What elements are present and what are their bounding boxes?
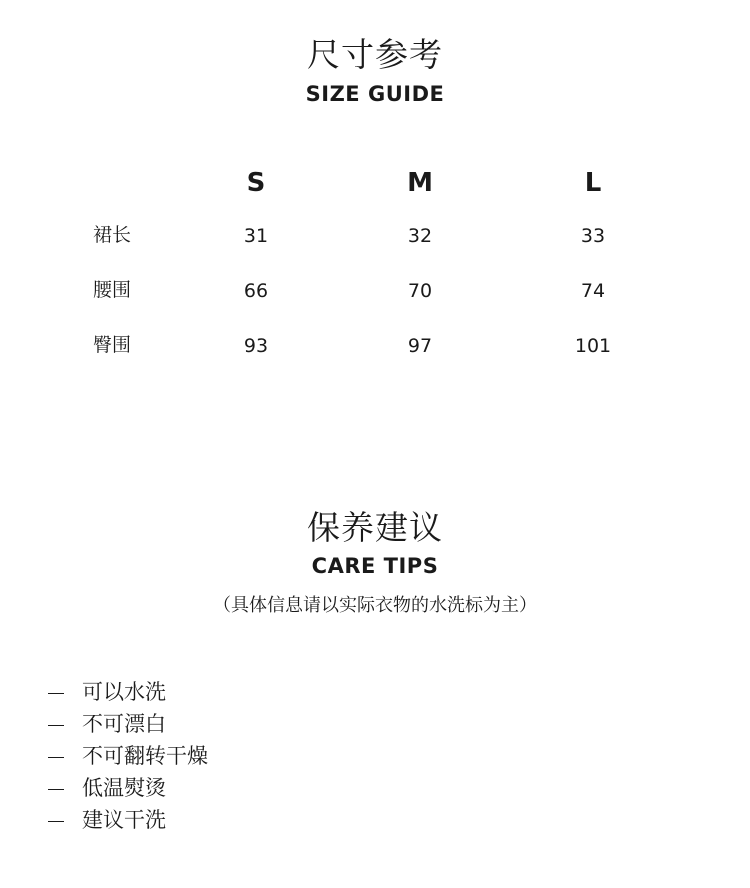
care-tip-text: 低温熨烫 xyxy=(82,776,166,800)
list-item xyxy=(48,707,208,739)
care-tip-text: 不可翻转干燥 xyxy=(82,744,208,768)
care-tip-text: 建议干洗 xyxy=(82,808,166,832)
column-header-s: S xyxy=(246,168,266,198)
dash-icon xyxy=(48,725,64,726)
dash-icon xyxy=(48,757,64,758)
table-cell: 32 xyxy=(407,225,433,247)
care-tips-title-en: CARE TIPS xyxy=(311,554,439,578)
dash-icon xyxy=(48,693,64,694)
table-cell: 93 xyxy=(243,335,269,357)
list-item xyxy=(48,675,208,707)
table-cell: 66 xyxy=(243,280,269,302)
list-item xyxy=(48,803,208,835)
dash-icon xyxy=(48,789,64,790)
column-header-m: M xyxy=(407,168,433,198)
care-tips-list xyxy=(48,675,208,835)
size-guide-title-cn: 尺寸参考 xyxy=(307,35,443,74)
care-tips-title-cn: 保养建议 xyxy=(307,508,443,547)
table-cell: 31 xyxy=(243,225,269,247)
size-table xyxy=(0,0,750,400)
size-guide-title-en: SIZE GUIDE xyxy=(305,82,445,106)
table-cell: 74 xyxy=(580,280,606,302)
care-tip-text: 可以水洗 xyxy=(82,680,166,704)
table-cell: 101 xyxy=(574,335,612,357)
table-cell: 97 xyxy=(407,335,433,357)
dash-icon xyxy=(48,821,64,822)
list-item xyxy=(48,739,208,771)
row-label-hip: 臀围 xyxy=(93,334,132,356)
row-label-skirt-length: 裙长 xyxy=(93,224,132,246)
row-label-waist: 腰围 xyxy=(93,279,132,301)
care-tip-text: 不可漂白 xyxy=(82,712,166,736)
care-note: （具体信息请以实际衣物的水洗标为主） xyxy=(213,595,537,616)
table-cell: 33 xyxy=(580,225,606,247)
table-cell: 70 xyxy=(407,280,433,302)
list-item xyxy=(48,771,208,803)
column-header-l: L xyxy=(584,168,602,198)
